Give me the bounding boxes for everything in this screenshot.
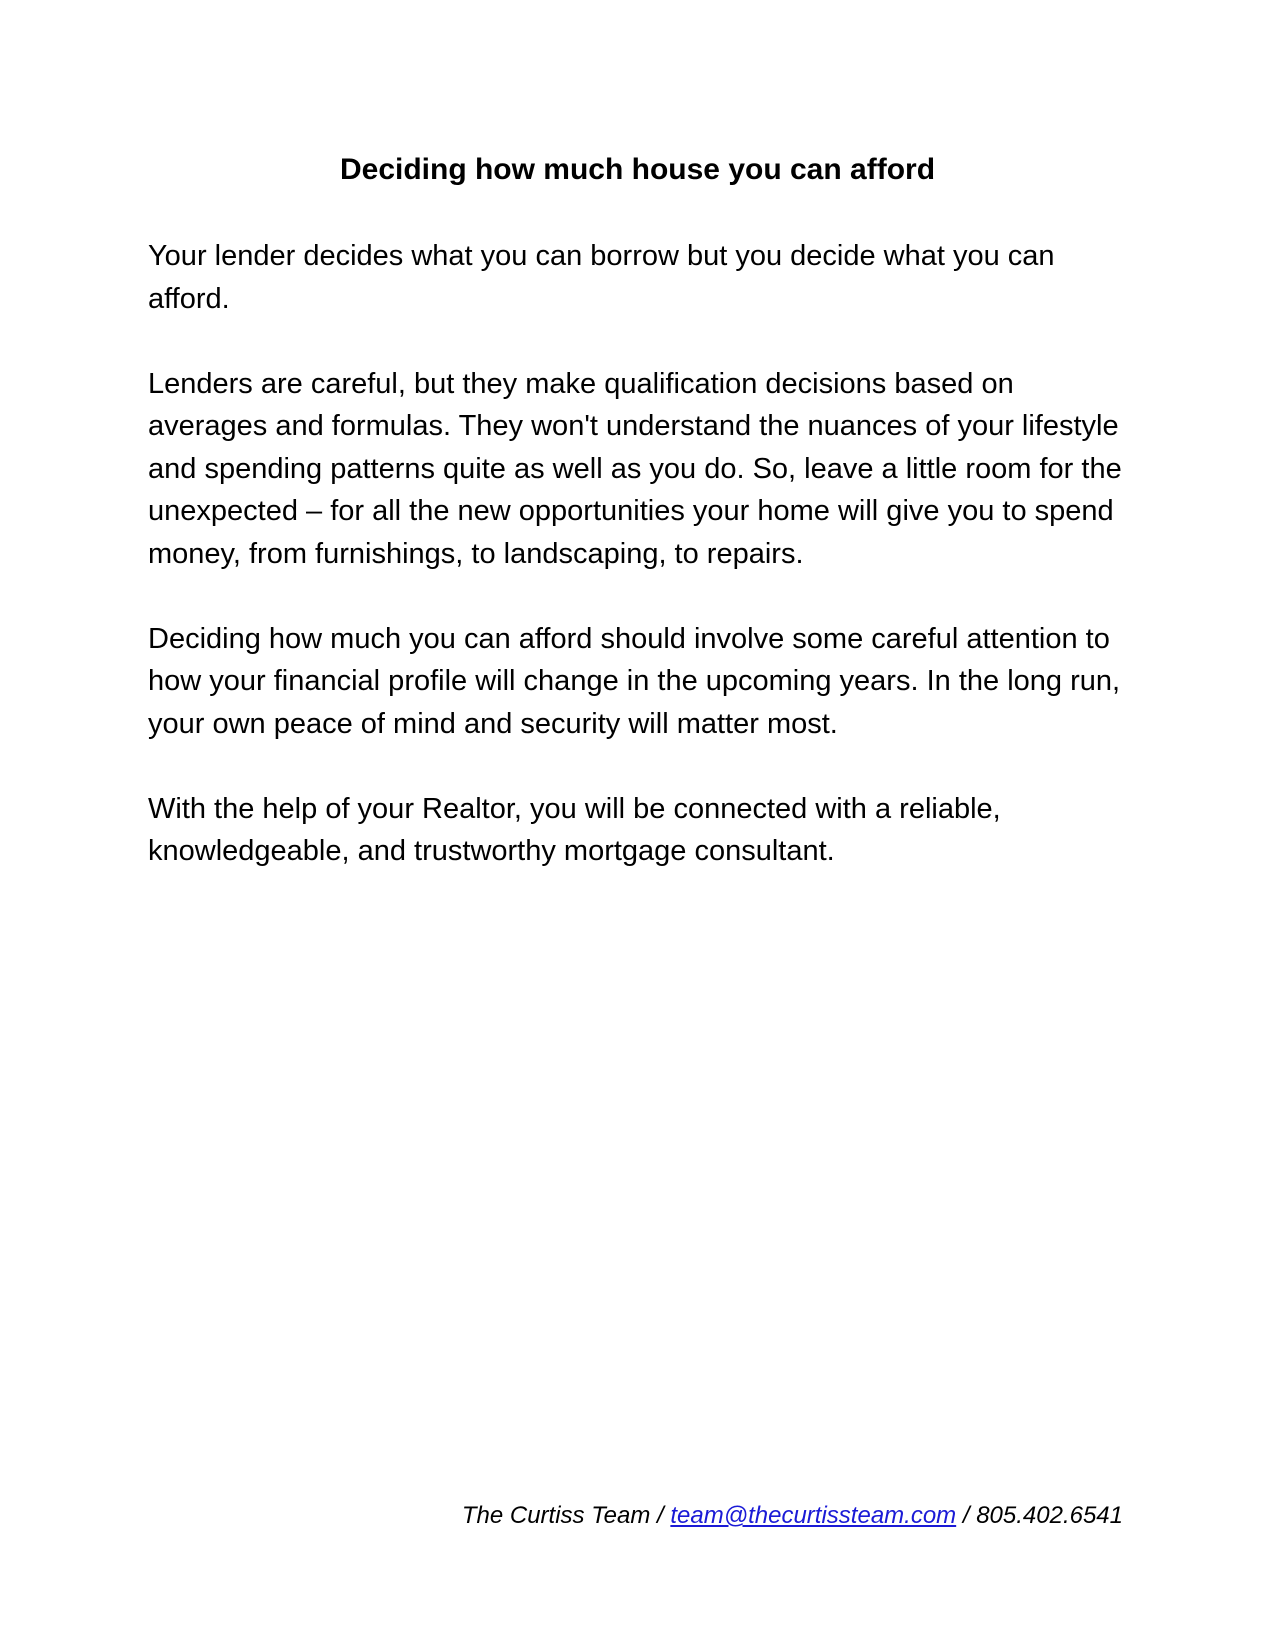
paragraph-deciding-afford: Deciding how much you can afford should involve some careful attention to how your financial profile will change in the upcoming years. In the long run, your own peace of mind and security will matter most.	[148, 622, 1121, 740]
footer-separator: /	[650, 1502, 671, 1529]
footer-contact	[0, 1500, 1123, 1532]
footer-phone: 805.402.6541	[976, 1502, 1123, 1529]
paragraph-lender-decides: Your lender decides what you can borrow but you decide what you can afford.	[148, 240, 1055, 315]
footer-separator: /	[956, 1502, 977, 1529]
footer-email-link[interactable]: team@thecurtissteam.com	[670, 1502, 957, 1529]
document-title: Deciding how much house you can afford	[339, 153, 936, 186]
paragraph-realtor-help: With the help of your Realtor, you will be connected with a reliable, knowledgeable, and trustworthy mortgage consultant.	[148, 792, 1001, 867]
paragraph-lenders-careful: Lenders are careful, but they make qualification decisions based on averages and formulas. They won't understand the nuances of your lifestyle and spending patterns quite as well as you do. So, leave a little room for the unexpected – for all the new opportunities your home will give you to spend money, from furnishings, to landscaping, to repairs.	[148, 367, 1122, 570]
document-body	[148, 235, 1123, 915]
footer-team-name: The Curtiss Team	[461, 1502, 651, 1529]
